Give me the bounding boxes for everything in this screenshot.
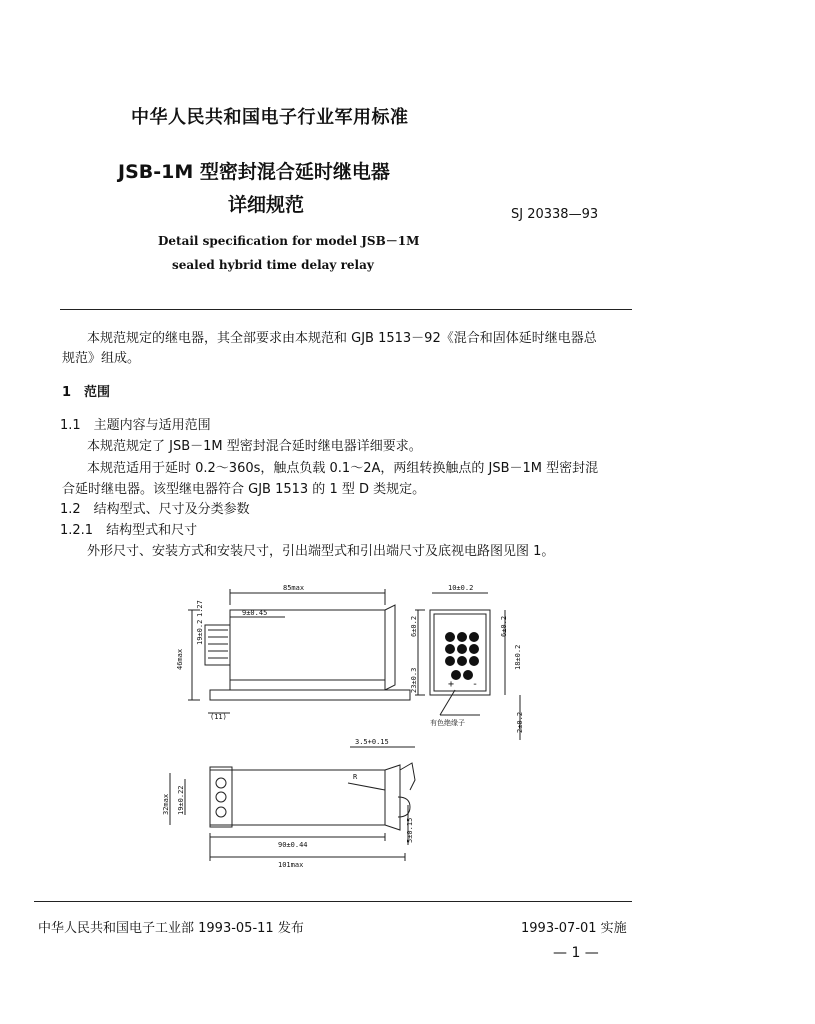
dim-19-side: 19±0.2	[196, 619, 204, 645]
plus-sign: +	[448, 679, 455, 690]
english-title-line1: Detail specification for model JSB－1M	[158, 234, 420, 248]
dim-5: 5±0.15	[406, 817, 414, 843]
dim-85max: 85max	[283, 584, 305, 592]
document-subtitle: 详细规范	[228, 194, 305, 216]
section-1-1-paragraph1: 本规范规定了 JSB－1M 型密封混合延时继电器详细要求。	[87, 439, 422, 454]
dim-10: 10±0.2	[448, 584, 474, 592]
standard-number: SJ 20338—93	[511, 207, 599, 222]
dim-1-27: 1.27	[196, 600, 204, 617]
label-11: (11)	[210, 713, 227, 721]
dim-32max: 32max	[162, 793, 170, 815]
section-1-1-paragraph2-line1: 本规范适用于延时 0.2～360s，触点负载 0.1～2A，两组转换触点的 JSB－1M 型密封混	[87, 461, 599, 476]
section-1-heading: 1 范围	[62, 385, 111, 400]
dim-18: 18±0.2	[514, 644, 522, 670]
label-R: R	[353, 773, 358, 781]
dim-9: 9±0.45	[242, 609, 268, 617]
dim-2: 2±0.2	[516, 711, 524, 733]
dim-46max: 46max	[176, 648, 184, 670]
minus-sign: -	[472, 679, 479, 690]
page-number: — 1 —	[553, 945, 599, 961]
english-title-line2: sealed hybrid time delay relay	[172, 258, 374, 272]
dim-3-5: 3.5+0.15	[355, 738, 389, 746]
dim-101max: 101max	[278, 861, 304, 869]
label-red-terminal: 有色绝缘子	[430, 719, 465, 727]
section-1-1-paragraph2-line2: 合延时继电器。该型继电器符合 GJB 1513 的 1 型 D 类规定。	[62, 482, 426, 497]
issue-date: 中华人民共和国电子工业部 1993-05-11 发布	[38, 921, 304, 936]
section-1-2-1-paragraph: 外形尺寸、安装方式和安装尺寸，引出端型式和引出端尺寸及底视电路图见图 1。	[87, 544, 555, 559]
intro-paragraph-line2: 规范》组成。	[62, 351, 141, 366]
section-1-2-1-heading: 1.2.1 结构型式和尺寸	[60, 523, 198, 538]
dim-6-right: 6±0.2	[500, 615, 508, 637]
dim-19-top: 19±0.22	[177, 785, 185, 815]
issuing-organization: 中华人民共和国电子行业军用标准	[131, 107, 409, 128]
section-1-2-heading: 1.2 结构型式、尺寸及分类参数	[60, 502, 250, 517]
dim-6-left: 6±0.2	[410, 615, 418, 637]
footer-divider	[34, 901, 632, 902]
intro-paragraph-line1: 本规范规定的继电器，其全部要求由本规范和 GJB 1513－92《混合和固体延时继电器总	[87, 331, 597, 346]
dim-90: 90±0.44	[278, 841, 308, 849]
figure-1-drawing	[150, 575, 540, 875]
header-divider	[60, 309, 632, 310]
document-title: JSB-1M 型密封混合延时继电器	[118, 161, 390, 183]
section-1-1-heading: 1.1 主题内容与适用范围	[60, 418, 211, 433]
dim-23: 23±0.3	[410, 667, 418, 693]
effective-date: 1993-07-01 实施	[521, 921, 627, 936]
